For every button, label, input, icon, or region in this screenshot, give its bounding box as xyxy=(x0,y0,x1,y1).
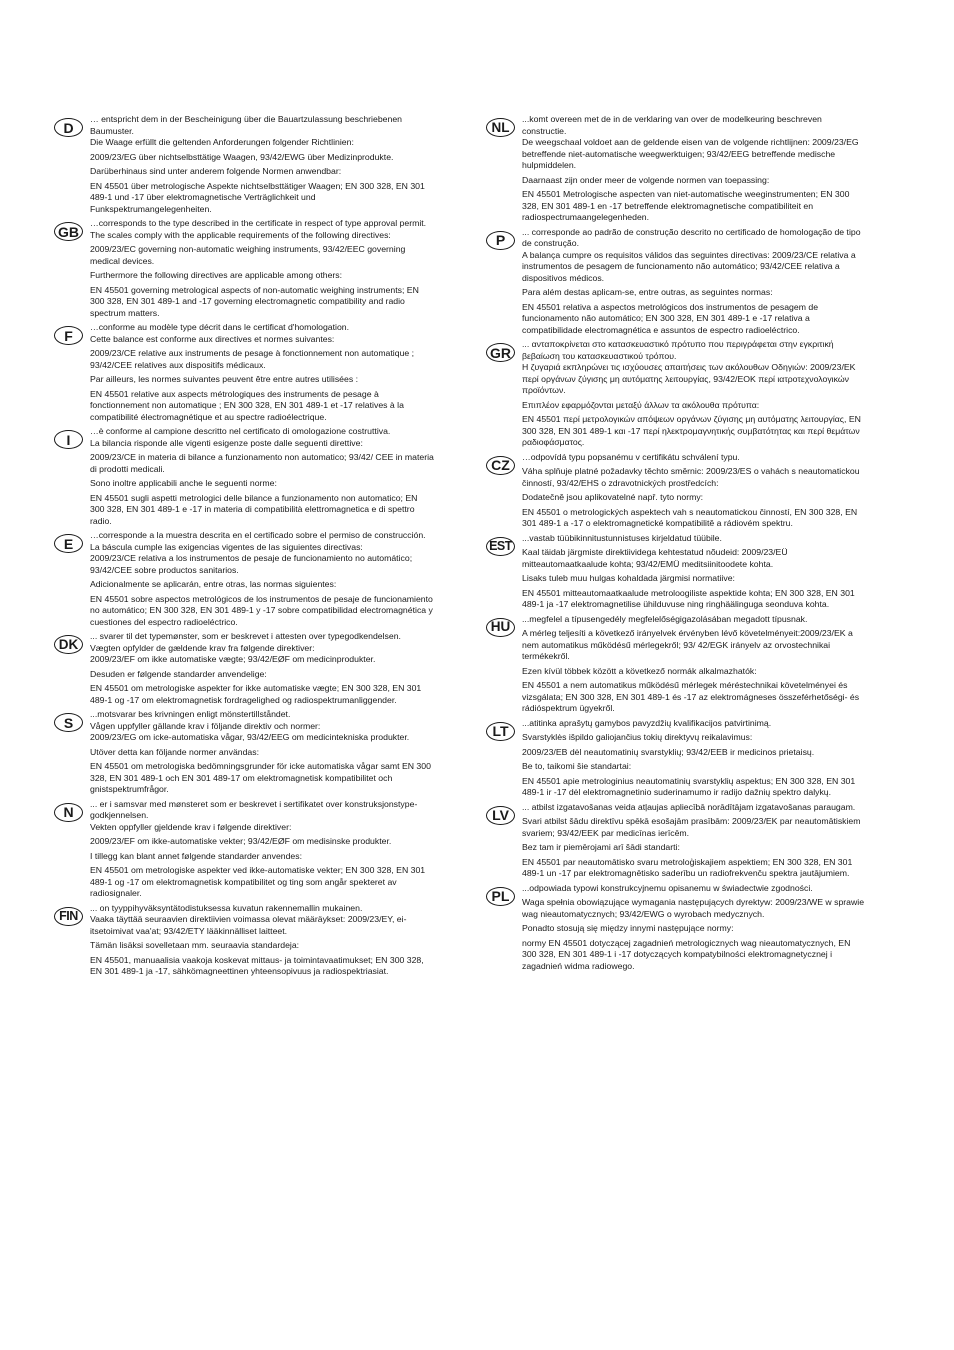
text-paragraph: Para além destas aplicam-se, entre outras, as seguintes normas: xyxy=(522,287,773,297)
language-badge-d: D xyxy=(54,118,83,137)
language-badge-nl: NL xyxy=(486,118,515,137)
language-badge-gr: GR xyxy=(486,343,515,362)
text-paragraph: Sono inoltre applicabili anche le seguenti norme: xyxy=(90,478,277,488)
language-badge-est: EST xyxy=(486,537,515,556)
section-cz xyxy=(486,452,866,530)
text-paragraph: EN 45501 o metrologických aspektech vah s neautomatickou činností, EN 300 328, EN 301 489-1 a -17 o elektromagnetické kompatibilitě a rádiovém spektru. xyxy=(522,506,858,528)
text-paragraph: Επιπλέον εφαρμόζονται μεταξύ άλλων τα ακόλουθα πρότυπα: xyxy=(522,399,760,410)
text-paragraph: EN 45501, manuaalisia vaakoja koskevat mittaus- ja toimintavaatimukset; EN 300 328, EN 301 489-1 ja -17, sähkömagneettinen yhteensopivuus ja radiospektriasiat. xyxy=(90,954,424,976)
text-paragraph: Darüberhinaus sind unter anderem folgende Normen anwendbar: xyxy=(90,166,342,176)
language-badge-p: P xyxy=(486,231,515,250)
text-paragraph: De weegschaal voldoet aan de geldende eisen van de volgende richtlijnen: 2009/23/EG betreffende niet-automatische weegwerktuigen; 93/42/EEG betreffende medische hulpmiddelen. xyxy=(522,137,859,170)
text-paragraph: Vågen uppfyller gällande krav i följande direktiv och normer: xyxy=(90,720,321,731)
text-paragraph: 2009/23/EB dėl neautomatinių svarstyklių; 93/42/EEB ir medicinos prietaisų. xyxy=(522,746,815,757)
text-paragraph: Utöver detta kan följande normer användas: xyxy=(90,746,260,757)
section-d xyxy=(54,114,434,215)
text-paragraph: …corresponde a la muestra descrita en el certificado sobre el permiso de construcción. xyxy=(90,530,426,540)
text-paragraph: A balança cumpre os requisitos válidos das seguintes directivas: 2009/23/CE relativa a instrumentos de pesagem de funcionamento não automático; 93/42/CEE relativa a dispositivos médicos. xyxy=(522,249,856,283)
text-paragraph: La bilancia risponde alle vigenti esigenze poste dalle seguenti direttive: xyxy=(90,437,363,448)
text-paragraph: …è conforme al campione descritto nel certificato di omologazione costruttiva. xyxy=(90,426,391,436)
text-paragraph: A mérleg teljesíti a következő irányelvek érvényben lévő követelményeit:2009/23/EK a nem automatikus működésű mérlegekről; 93/ 42/EGK irányelv az orvostechnikai termékekről. xyxy=(522,628,853,661)
text-paragraph: 2009/23/EF om ikke automatiske vægte; 93/42/EØF om medicinprodukter. xyxy=(90,654,376,664)
text-paragraph: ...megfelel a típusengedély megfelelőségigazolásában megadott típusnak. xyxy=(522,613,808,624)
text-paragraph: 2009/23/EG über nichtselbsttätige Waagen, 93/42/EWG über Medizinprodukte. xyxy=(90,151,394,162)
text-paragraph: normy EN 45501 dotyczącej zagadnień metrologicznych wag nieautomatycznych, EN 300 328, EN 301 489-1 i -17 dotyczących kompatybilności elektromagnetycznej i zagadnień widma radiowego. xyxy=(522,937,851,971)
text-paragraph: EN 45501 relativa a aspectos metrológicos dos instrumentos de pesagem de funcionamento não automático; EN 300 328, EN 301 489-1 e -17 relativa a compatibilidade electromagnética e assuntos de espectro radioeléctrico. xyxy=(522,301,819,335)
language-badge-pl: PL xyxy=(486,887,515,906)
section-nl xyxy=(486,114,866,224)
text-paragraph: ... er i samsvar med mønsteret som er beskrevet i sertifikatet over konstruksjonstype-godkjennelsen. xyxy=(90,798,418,820)
text-paragraph: … entspricht dem in der Bescheinigung über die Bauartzulassung beschriebenen Baumuster. xyxy=(90,114,402,136)
text-paragraph: Die Waage erfüllt die geltenden Anforderungen folgender Richtlinien: xyxy=(90,137,354,147)
text-paragraph: Ponadto stosują się między innymi następujące normy: xyxy=(522,923,734,933)
section-lv xyxy=(486,802,866,880)
text-paragraph: Par ailleurs, les normes suivantes peuvent être entre autres utilisées : xyxy=(90,374,358,384)
language-badge-n: N xyxy=(54,803,83,822)
text-paragraph: ... svarer til det typemønster, som er beskrevet i attesten over typegodkendelsen. xyxy=(90,631,401,641)
text-paragraph: EN 45501 über metrologische Aspekte nichtselbsttätiger Waagen; EN 300 328, EN 301 489-1 und -17 über elektromagnetische Verträglichkeit und Funkspektrumangelegenheiten. xyxy=(90,180,425,214)
text-paragraph: Furthermore the following directives are applicable among others: xyxy=(90,270,343,280)
language-badge-i: I xyxy=(54,430,83,449)
text-paragraph: EN 45501 par neautomātisko svaru metroloģiskajiem aspektiem; EN 300 328, EN 301 489-1 un -17 par elektromagnētisko saderību un radiofrekvenču spektra jautājumiem. xyxy=(522,856,853,878)
language-badge-lv: LV xyxy=(486,806,515,825)
text-paragraph: EN 45501 sobre aspectos metrológicos de los instrumentos de pesaje de funcionamiento no automático; EN 300 328, EN 301 489-1 y -17 sobre compatibilidad electromagnética y cuestiones del espectro radioeléctrico. xyxy=(90,593,433,627)
text-paragraph: EN 45501 sugli aspetti metrologici delle bilance a funzionamento non automatico; EN 300 328, EN 301 489-1 e -17 in materia di compatibilità elettromagnetica e di spettro radio. xyxy=(90,492,418,526)
text-paragraph: Vekten oppfyller gjeldende krav i følgende direktiver: xyxy=(90,821,292,832)
section-gb xyxy=(54,218,434,319)
text-paragraph: I tillegg kan blant annet følgende standarder anvendes: xyxy=(90,850,303,861)
text-paragraph: ... corresponde ao padrão de construção descrito no certificado de homologação de tipo de construção. xyxy=(522,226,861,248)
text-paragraph: Dodatečně jsou aplikovatelné např. tyto normy: xyxy=(522,492,704,502)
text-paragraph: Be to, taikomi šie standartai: xyxy=(522,761,632,771)
section-e xyxy=(54,530,434,628)
text-paragraph: Daarnaast zijn onder meer de volgende normen van toepassing: xyxy=(522,174,770,185)
section-f xyxy=(54,322,434,423)
section-lt xyxy=(486,718,866,799)
text-paragraph: 2009/23/CE relative aux instruments de pesage à fonctionnement non automatique ; 93/42/CEE relatives aux dispositifs médicaux. xyxy=(90,348,415,370)
language-badge-dk: DK xyxy=(54,635,83,654)
section-s xyxy=(54,709,434,796)
text-paragraph: …corresponds to the type described in the certificate in respect of type approval permit. xyxy=(90,218,427,228)
section-n xyxy=(54,799,434,900)
section-p xyxy=(486,227,866,337)
text-paragraph: 2009/23/CE relativa a los instrumentos de pesaje de funcionamiento no automático; 93/42/CEE sobre productos sanitarios. xyxy=(90,553,413,575)
section-dk xyxy=(54,631,434,706)
language-badge-f: F xyxy=(54,326,83,345)
text-paragraph: Tämän lisäksi sovelletaan mm. seuraavia standardeja: xyxy=(90,940,300,950)
text-paragraph: Vaaka täyttää seuraavien direktiivien voimassa olevat määräykset: 2009/23/EY, ei-itsetoimivat vaa'at; 93/42/ETY lääkinnälliset laitteet. xyxy=(90,914,407,936)
text-paragraph: EN 45501 relative aux aspects métrologiques des instruments de pesage à fonctionnement non automatique ; EN 300 328, EN 301 489-1 et -17 relatives à la compatibilité électromagnétique et au spectre radioélectrique. xyxy=(90,388,404,422)
section-est xyxy=(486,533,866,611)
text-paragraph: The scales comply with the applicable requirements of the following directives: xyxy=(90,229,391,240)
language-badge-gb: GB xyxy=(54,222,83,241)
right-column xyxy=(486,114,866,975)
section-gr xyxy=(486,339,866,449)
text-paragraph: EN 45501 a nem automatikus működésű mérlegek méréstechnikai követelményei és vizsgálata; EN 300 328, EN 301 489-1 és -17 az elektromágneses összeférhetőségi- és rádióspektrum ügyekről. xyxy=(522,680,860,713)
text-paragraph: 2009/23/EC governing non-automatic weighing instruments, 93/42/EEC governing medical devices. xyxy=(90,244,406,266)
text-paragraph: ...odpowiada typowi konstrukcyjnemu opisanemu w świadectwie zgodności. xyxy=(522,882,813,893)
text-paragraph: Váha splňuje platné požadavky těchto směrnic: 2009/23/ES o vahách s neautomatickou činností, 93/42/EHS o zdravotnických prostředcích: xyxy=(522,466,860,488)
text-paragraph: ... ανταποκρίνεται στο κατασκευαστικό πρότυπο που περιγράφεται στην εγκριτική βεβαίωση του κατασκευαστικού τρόπου. xyxy=(522,339,834,361)
text-paragraph: Η ζυγαριά εκπληρώνει τις ισχύουσες απαιτήσεις των ακόλουθων Οδηγιών: 2009/23/ΕΚ περί οργάνων ζύγισης μη αυτόματης λειτουργίας, 93/42/ΕΟΚ περί ιατροτεχνολογικών προϊόντων. xyxy=(522,362,856,395)
language-badge-e: E xyxy=(54,534,83,553)
text-paragraph: Waga spełnia obowiązujące wymagania następujących dyrektyw: 2009/23/WE w sprawie wag nieautomatycznych; 93/42/EWG o wyrobach medycznych. xyxy=(522,897,865,919)
text-paragraph: EN 45501 governing metrological aspects of non-automatic weighing instruments; EN 300 328, EN 301 489-1 and -17 governing electromagnetic compatibility and radio spectrum matters. xyxy=(90,284,419,318)
text-paragraph: ... atbilst izgatavošanas veida atļaujas apliecībā norādītājam izgatavošanas paraugam. xyxy=(522,801,856,812)
text-paragraph: Cette balance est conforme aux directives et normes suivantes: xyxy=(90,333,335,344)
text-paragraph: Ezen kívül többek között a következő normák alkalmazhatók: xyxy=(522,665,757,676)
text-paragraph: EN 45501 om metrologiske aspekter ved ikke-automatiske vekter; EN 300 328, EN 301 489-1 og -17 om elektromagnetisk kompatibilitet og ting som angår spekteret av radiosignaler. xyxy=(90,865,426,898)
text-paragraph: EN 45501 apie metrologinius neautomatinių svarstyklių aspektus; EN 300 328, EN 301 489-1 ir -17 dėl elektromagnetinio suderinamumo ir radijo dažnių spektro dalykų. xyxy=(522,775,856,797)
text-paragraph: La báscula cumple las exigencias vigentes de las siguientes directivas: xyxy=(90,541,363,552)
text-paragraph: EN 45501 περί μετρολογικών απόψεων οργάνων ζύγισης μη αυτόματης λειτουργίας, EN 300 328, EN 301 489-1 και -17 περί ηλεκτρομαγνητικής συμβατότητας και περί θεμάτων ραδιοφάσματος. xyxy=(522,414,861,447)
text-paragraph: 2009/23/EG om icke-automatiska vågar, 93/42/EEG om medicintekniska produkter. xyxy=(90,732,410,742)
language-badge-hu: HU xyxy=(486,618,515,637)
section-pl xyxy=(486,883,866,973)
left-column xyxy=(54,114,434,981)
text-paragraph: EN 45501 om metrologiska bedömningsgrunder för icke automatiska vågar samt EN 300 328, EN 301 489-1 och EN 301 489-17 om elektromagnetisk kompatibilitet och gnistspektrumfrågor. xyxy=(90,761,431,794)
section-hu xyxy=(486,614,866,715)
text-paragraph: Adicionalmente se aplicarán, entre otras, las normas siguientes: xyxy=(90,579,337,589)
text-paragraph: …conforme au modèle type décrit dans le certificat d'homologation. xyxy=(90,322,350,332)
text-paragraph: Lisaks tuleb muu hulgas kohaldada järgmisi normatiive: xyxy=(522,573,735,583)
text-paragraph: Desuden er følgende standarder anvendelige: xyxy=(90,668,267,679)
text-paragraph: ...komt overeen met de in de verklaring van over de modelkeuring beschreven constructie. xyxy=(522,114,822,136)
text-paragraph: Svari atbilst šādu direktīvu spēkā esošajām prasībām: 2009/23/EK par neautomātiskiem svariem; 93/42/EEK par medicīnas ierīcēm. xyxy=(522,816,861,838)
text-paragraph: …odpovídá typu popsanému v certifikátu schválení typu. xyxy=(522,451,740,462)
language-badge-lt: LT xyxy=(486,722,515,741)
text-paragraph: Kaal täidab järgmiste direktiividega kehtestatud nõudeid: 2009/23/EÜ mitteautomaatkaalude kohta; 93/42/EMÜ meditsiinitoodete kohta. xyxy=(522,547,788,569)
text-paragraph: ...atitinka aprašytų gamybos pavyzdžių kvalifikacijos patvirtinimą. xyxy=(522,717,772,728)
text-paragraph: EN 45501 mitteautomaatkaalude metroloogiliste aspektide kohta; EN 300 328, EN 301 489-1 ja -17 elektromagnetilise ühilduvuse ning ringhäälinguga seonduva kohta. xyxy=(522,587,855,609)
language-badge-s: S xyxy=(54,713,83,732)
text-paragraph: ...motsvarar bes krivningen enligt mönstertillståndet. xyxy=(90,709,291,719)
text-paragraph: Svarstyklės išpildo galiojančius tokių direktyvų reikalavimus: xyxy=(522,732,753,742)
text-paragraph: EN 45501 om metrologiske aspekter for ikke automatiske vægte; EN 300 328, EN 301 489-1 og -17 om elektromagnetisk fordragelighed og radiospektrumanliggender. xyxy=(90,683,422,705)
text-paragraph: ... on tyyppihyväksyntätodistuksessa kuvatun rakennemallin mukainen. xyxy=(90,902,363,913)
text-paragraph: Bez tam ir piemērojami arī šādi standarti: xyxy=(522,842,680,852)
text-paragraph: EN 45501 Metrologische aspecten van niet-automatische weeginstrumenten; EN 300 328, EN 301 489-1 en -17 betreffende elektromagnetische compatibiliteit en radiospectrumaangelegenheden. xyxy=(522,189,850,222)
text-paragraph: 2009/23/CE in materia di bilance a funzionamento non automatico; 93/42/ CEE in materia di prodotti medicali. xyxy=(90,452,434,474)
language-badge-cz: CZ xyxy=(486,456,515,475)
text-paragraph: Vægten opfylder de gældende krav fra følgende direktiver: xyxy=(90,642,315,653)
text-paragraph: 2009/23/EF om ikke-automatiske vekter; 93/42/EØF om medisinske produkter. xyxy=(90,836,392,846)
text-paragraph: ...vastab tüübikinnitustunnistuses kirjeldatud tüübile. xyxy=(522,532,722,543)
section-fin xyxy=(54,903,434,978)
language-badge-fin: FIN xyxy=(54,907,83,926)
section-i xyxy=(54,426,434,527)
